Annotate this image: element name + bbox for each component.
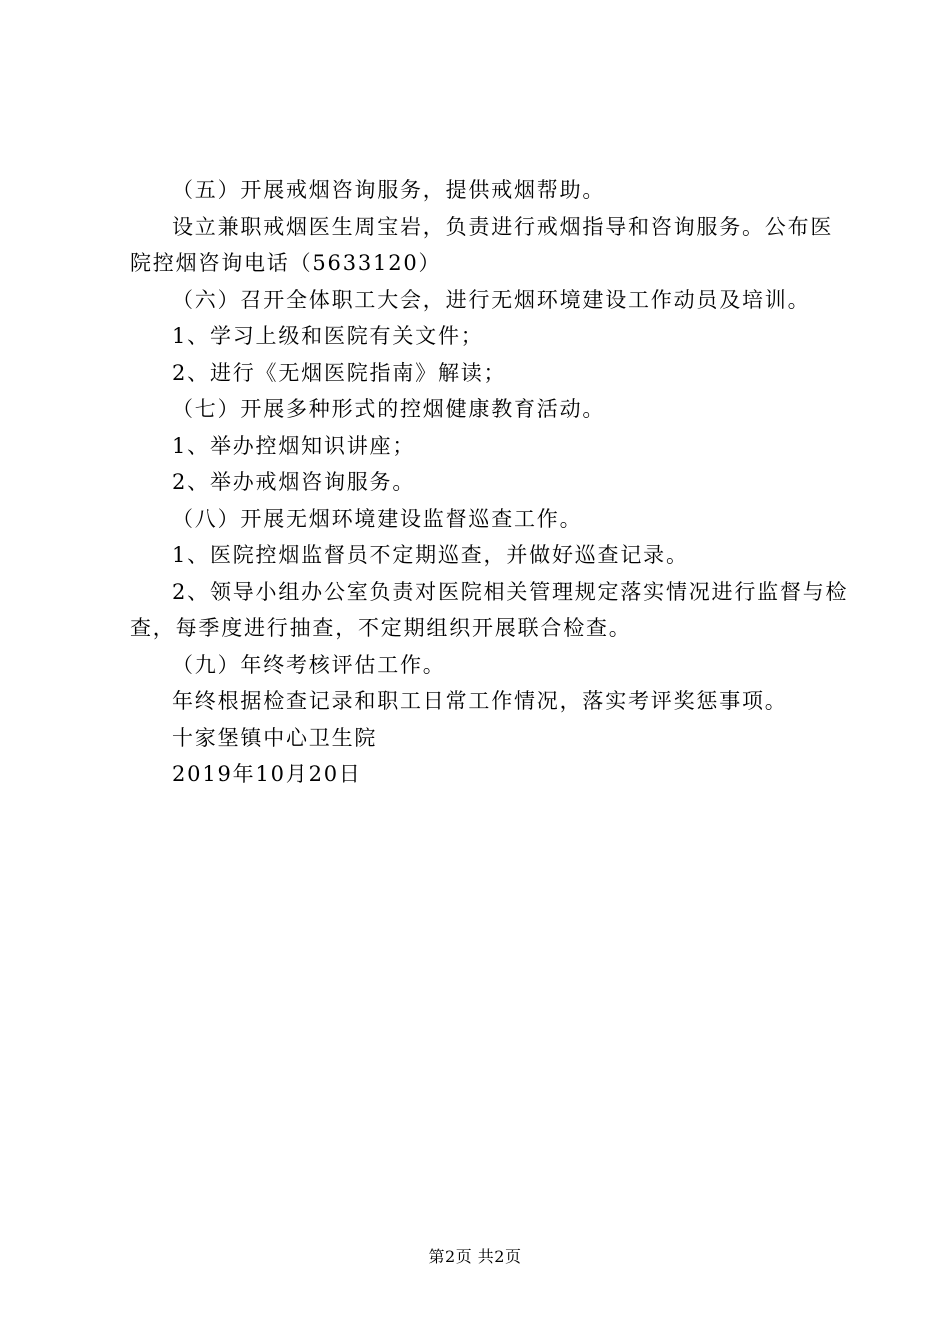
section-heading-7: （七）开展多种形式的控烟健康教育活动。 (172, 397, 606, 421)
list-item: 1、学习上级和医院有关文件； (172, 324, 484, 348)
list-item: 2、举办戒烟咨询服务。 (172, 470, 416, 494)
section-heading-6: （六）召开全体职工大会，进行无烟环境建设工作动员及培训。 (172, 287, 811, 312)
paragraph-cessation-doctor: 设立兼职戒烟医生周宝岩，负责进行戒烟指导和咨询服务。公布医院控烟咨询电话（5633120） (130, 214, 834, 275)
section-heading-9: （九）年终考核评估工作。 (172, 652, 446, 677)
paragraph-year-end: 年终根据检查记录和职工日常工作情况，落实考评奖惩事项。 (172, 689, 788, 713)
list-item: 2、领导小组办公室负责对医院相关管理规定落实情况进行监督与检查，每季度进行抽查，不定期组织开展联合检查。 (130, 579, 849, 640)
page-footer (0, 1244, 950, 1267)
list-item: 1、举办控烟知识讲座； (172, 433, 416, 458)
signature-date: 2019年10月20日 (172, 762, 362, 786)
page-total: 共2页 (477, 1247, 522, 1266)
list-item: 1、医院控烟监督员不定期巡查，并做好巡查记录。 (172, 543, 689, 567)
signature-organization: 十家堡镇中心卫生院 (172, 725, 378, 750)
list-item: 2、进行《无烟医院指南》解读； (172, 360, 507, 385)
document-body (130, 172, 850, 793)
section-heading-8: （八）开展无烟环境建设监督巡查工作。 (172, 506, 583, 531)
section-heading-5: （五）开展戒烟咨询服务，提供戒烟帮助。 (172, 178, 606, 202)
page-number: 第2页 (428, 1247, 473, 1266)
